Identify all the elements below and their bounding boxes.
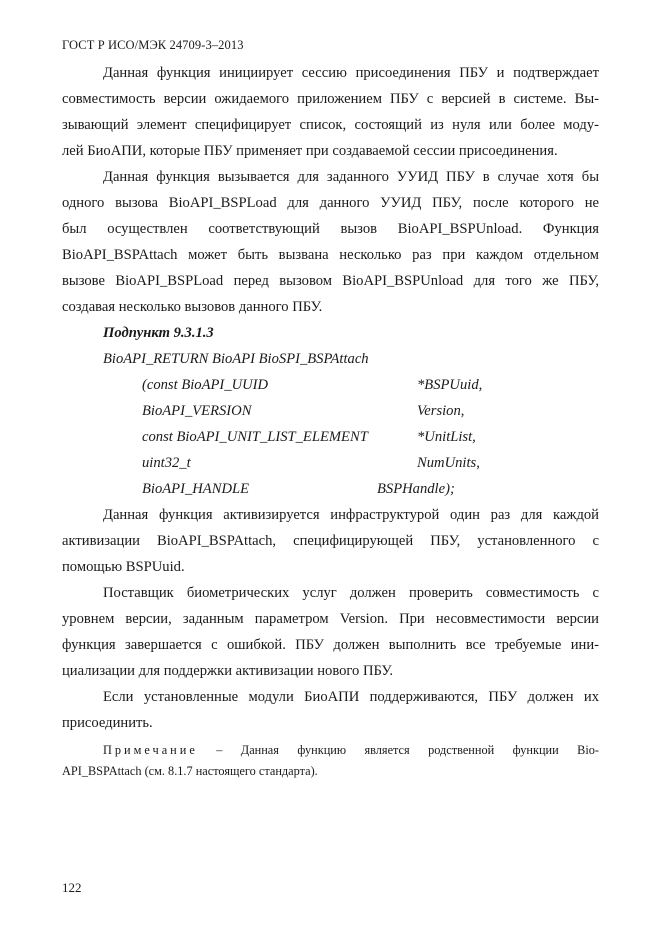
p2-line: Данная функция вызывается для заданного УУИД ПБУ в случае хотя бы — [103, 169, 599, 185]
paragraph-4 — [62, 580, 599, 684]
p2-line: создавая несколько вызовов данного ПБУ. — [62, 299, 323, 315]
p4-line: Поставщик биометрических услуг должен проверить совместимость с — [103, 585, 599, 601]
subsection-heading: Подпункт 9.3.1.3 — [103, 325, 214, 341]
p3-line: активизации BioAPI_BSPAttach, специфицирующей ПБУ, установленного с — [62, 533, 599, 549]
note-text: – Данная функцию является родственной функции Bio- — [216, 743, 599, 757]
note — [62, 740, 599, 782]
p1-line: Данная функция инициирует сессию присоединения ПБУ и подтверждает — [103, 65, 599, 81]
p2-line: вызове BioAPI_BSPLoad перед вызовом BioAPI_BSPUnload для того же ПБУ, — [62, 273, 599, 289]
p5-line: Если установленные модули БиоАПИ поддерживаются, ПБУ должен их — [103, 689, 599, 705]
p4-line: циализации для поддержки активизации нового ПБУ. — [62, 663, 394, 679]
parameter-list — [62, 372, 599, 502]
param-type: BioAPI_VERSION — [142, 403, 252, 419]
paragraph-1 — [62, 60, 599, 164]
param-name: NumUnits, — [417, 455, 480, 471]
parameter-row — [62, 398, 599, 424]
note-line — [62, 740, 599, 761]
document-header: ГОСТ Р ИСО/МЭК 24709-3–2013 — [62, 38, 244, 52]
p2-line: BioAPI_BSPAttach может быть вызвана несколько раз при каждом отдельном — [62, 247, 599, 263]
note-label: Примечание — [103, 743, 198, 757]
p2-line: был осуществлен соответствующий вызов BioAPI_BSPUnload. Функция — [62, 221, 599, 237]
p4-line: уровнем версии, заданным параметром Version. При несовместимости версии — [62, 611, 599, 627]
param-type: BioAPI_HANDLE — [142, 481, 250, 497]
p1-line: совместимость версии ожидаемого приложением ПБУ с версией в системе. Вы- — [62, 91, 599, 107]
param-name: BSPHandle); — [377, 481, 455, 497]
paragraph-3 — [62, 502, 599, 580]
paragraph-2 — [62, 164, 599, 320]
parameter-row — [62, 424, 599, 450]
parameter-row — [62, 450, 599, 476]
p3-line: помощью BSPUuid. — [62, 559, 185, 575]
p5-line: присоединить. — [62, 715, 153, 731]
paragraph-5 — [62, 684, 599, 736]
param-name: Version, — [417, 403, 465, 419]
param-name: *BSPUuid, — [417, 377, 483, 393]
body-text — [62, 60, 599, 782]
function-signature: BioAPI_RETURN BioAPI BioSPI_BSPAttach — [103, 351, 369, 367]
parameter-row — [62, 476, 599, 502]
param-type: uint32_t — [142, 455, 191, 471]
param-name: *UnitList, — [417, 429, 476, 445]
p1-line: зывающий элемент специфицирует список, состоящий из нуля или более моду- — [62, 117, 599, 133]
p3-line: Данная функция активизируется инфраструктурой один раз для каждой — [103, 507, 599, 523]
note-line: API_BSPAttach (см. 8.1.7 настоящего стандарта). — [62, 764, 318, 778]
p4-line: функция завершается с ошибкой. ПБУ должен выполнить все требуемые ини- — [62, 637, 599, 653]
param-type: const BioAPI_UNIT_LIST_ELEMENT — [142, 429, 368, 445]
parameter-row — [62, 372, 599, 398]
p2-line: одного вызова BioAPI_BSPLoad для данного УУИД ПБУ, после которого не — [62, 195, 599, 211]
param-type: (const BioAPI_UUID — [142, 377, 269, 393]
page-number: 122 — [62, 880, 82, 895]
p1-line: лей БиоАПИ, которые ПБУ применяет при создаваемой сессии присоединения. — [62, 143, 558, 159]
